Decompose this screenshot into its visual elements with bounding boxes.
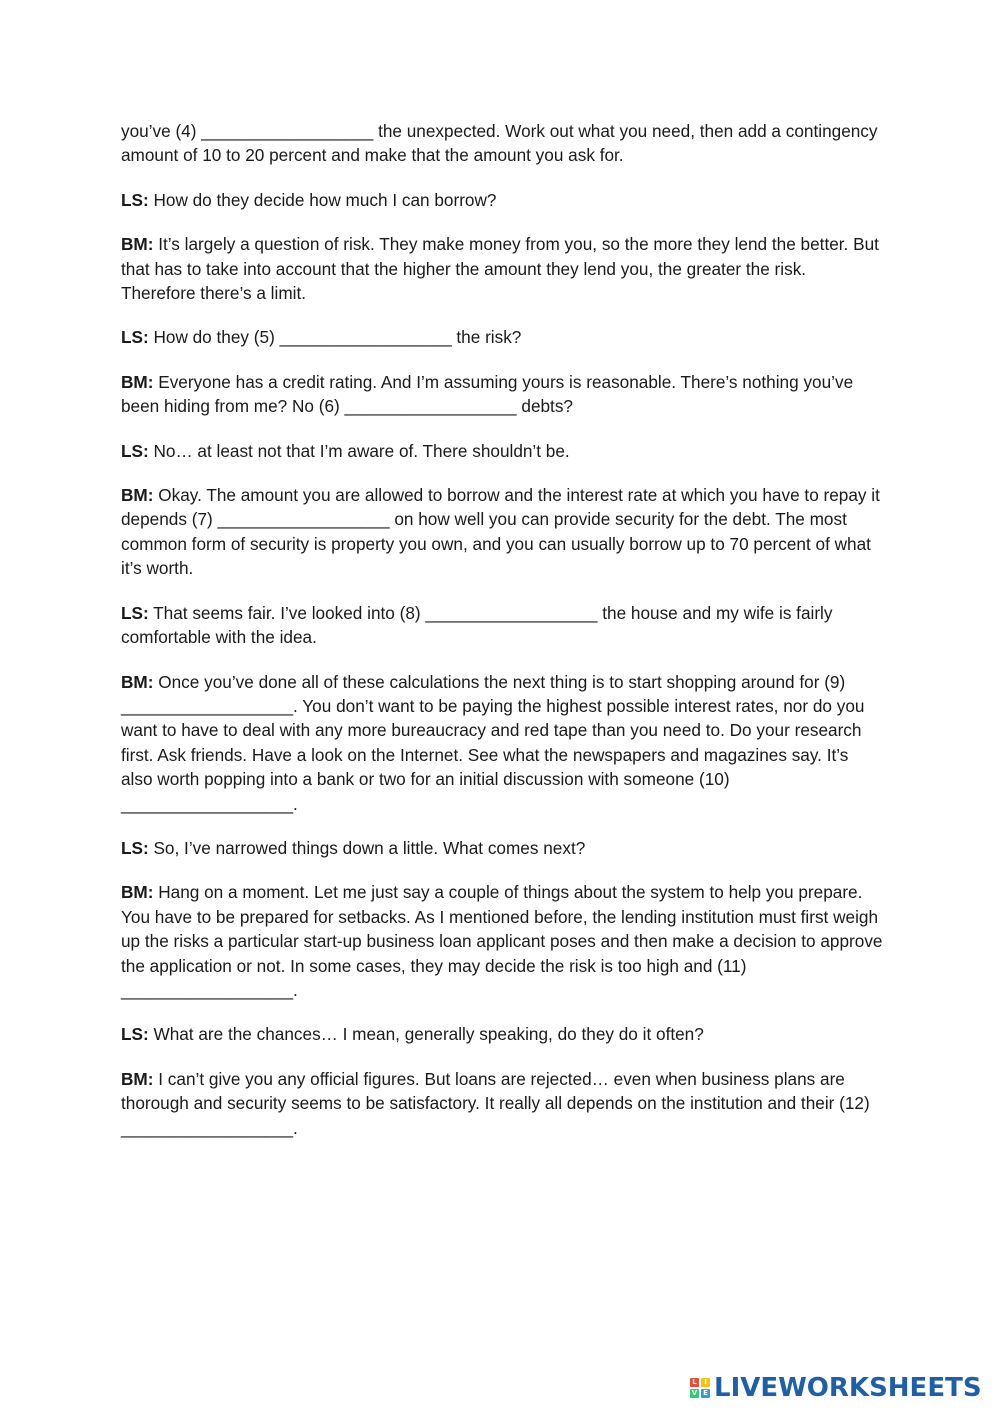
- paragraph-2: [121, 232, 883, 305]
- paragraph-text: Everyone has a credit rating. And I’m assuming yours is reasonable. There’s nothing you’ve been hiding from me? No (6) __________________ debts?: [121, 371, 854, 417]
- logo-cell-e: E: [701, 1389, 710, 1398]
- paragraph-1: [121, 188, 883, 212]
- speaker-label: LS:: [121, 837, 149, 858]
- logo-cell-i: I: [701, 1378, 710, 1387]
- speaker-label: LS:: [121, 1024, 149, 1045]
- paragraph-text: I can’t give you any official figures. But loans are rejected… even when business plans are thorough and security seems to be satisfactory. It really all depends on the institution and their (12) __________________.: [121, 1068, 870, 1138]
- logo-cell-l: L: [690, 1378, 699, 1387]
- paragraph-0: [121, 119, 883, 168]
- paragraph-text: What are the chances… I mean, generally speaking, do they do it often?: [153, 1024, 704, 1045]
- paragraph-12: [121, 1067, 883, 1140]
- worksheet-text: [121, 119, 883, 1160]
- paragraph-text: No… at least not that I’m aware of. There shouldn’t be.: [153, 440, 570, 461]
- speaker-label: BM:: [121, 485, 154, 506]
- paragraph-3: [121, 325, 883, 349]
- paragraph-text: How do they decide how much I can borrow?: [153, 189, 497, 210]
- paragraph-text: Hang on a moment. Let me just say a couple of things about the system to help you prepare. You have to be prepared for setbacks. As I mentioned before, the lending institution must first weigh up the risks a particular start-up business loan applicant poses and then make a decision to approve the application or not. In some cases, they may decide the risk is too high and (11) __________________.: [121, 882, 883, 1000]
- paragraph-text: Once you’ve done all of these calculations the next thing is to start shopping around for (9) __________________. You don’t want to be paying the highest possible interest rates, nor do you want to have to deal with any more bureaucracy and red tape than you need to. Do your research first. Ask friends. Have a look on the Internet. See what the newspapers and magazines say. It’s also worth popping into a bank or two for an initial discussion with someone (10) __________________.: [121, 671, 865, 814]
- paragraph-9: [121, 836, 883, 860]
- logo-grid-icon: [690, 1378, 710, 1398]
- speaker-label: BM:: [121, 1068, 154, 1089]
- speaker-label: BM:: [121, 234, 154, 255]
- paragraph-text: How do they (5) __________________ the risk?: [153, 327, 522, 348]
- paragraph-4: [121, 370, 883, 419]
- speaker-label: BM:: [121, 371, 154, 392]
- speaker-label: LS:: [121, 440, 149, 461]
- liveworksheets-logo: [690, 1370, 982, 1406]
- logo-text: LIVEWORKSHEETS: [714, 1373, 982, 1403]
- paragraph-text: It’s largely a question of risk. They make money from you, so the more they lend the better. But that has to take into account that the higher the amount they lend you, the greater the risk. Therefore there’s a limit.: [121, 234, 879, 304]
- speaker-label: LS:: [121, 602, 149, 623]
- paragraph-6: [121, 483, 883, 581]
- speaker-label: BM:: [121, 671, 154, 692]
- paragraph-11: [121, 1022, 883, 1046]
- paragraph-5: [121, 439, 883, 463]
- paragraph-10: [121, 880, 883, 1002]
- logo-cell-v: V: [691, 1389, 698, 1397]
- speaker-label: LS:: [121, 189, 149, 210]
- paragraph-text: That seems fair. I’ve looked into (8) __________________ the house and my wife is fairly comfortable with the idea.: [121, 602, 833, 648]
- speaker-label: BM:: [121, 882, 154, 903]
- paragraph-text: So, I’ve narrowed things down a little. What comes next?: [153, 837, 586, 858]
- speaker-label: LS:: [121, 327, 149, 348]
- paragraph-text: Okay. The amount you are allowed to borrow and the interest rate at which you have to repay it depends (7) __________________ on how well you can provide security for the debt. The most common form of security is property you own, and you can usually borrow up to 70 percent of what it’s worth.: [121, 485, 880, 579]
- paragraph-text: you’ve (4) __________________ the unexpected. Work out what you need, then add a contingency amount of 10 to 20 percent and make that the amount you ask for.: [121, 121, 878, 166]
- paragraph-7: [121, 601, 883, 650]
- paragraph-8: [121, 670, 883, 816]
